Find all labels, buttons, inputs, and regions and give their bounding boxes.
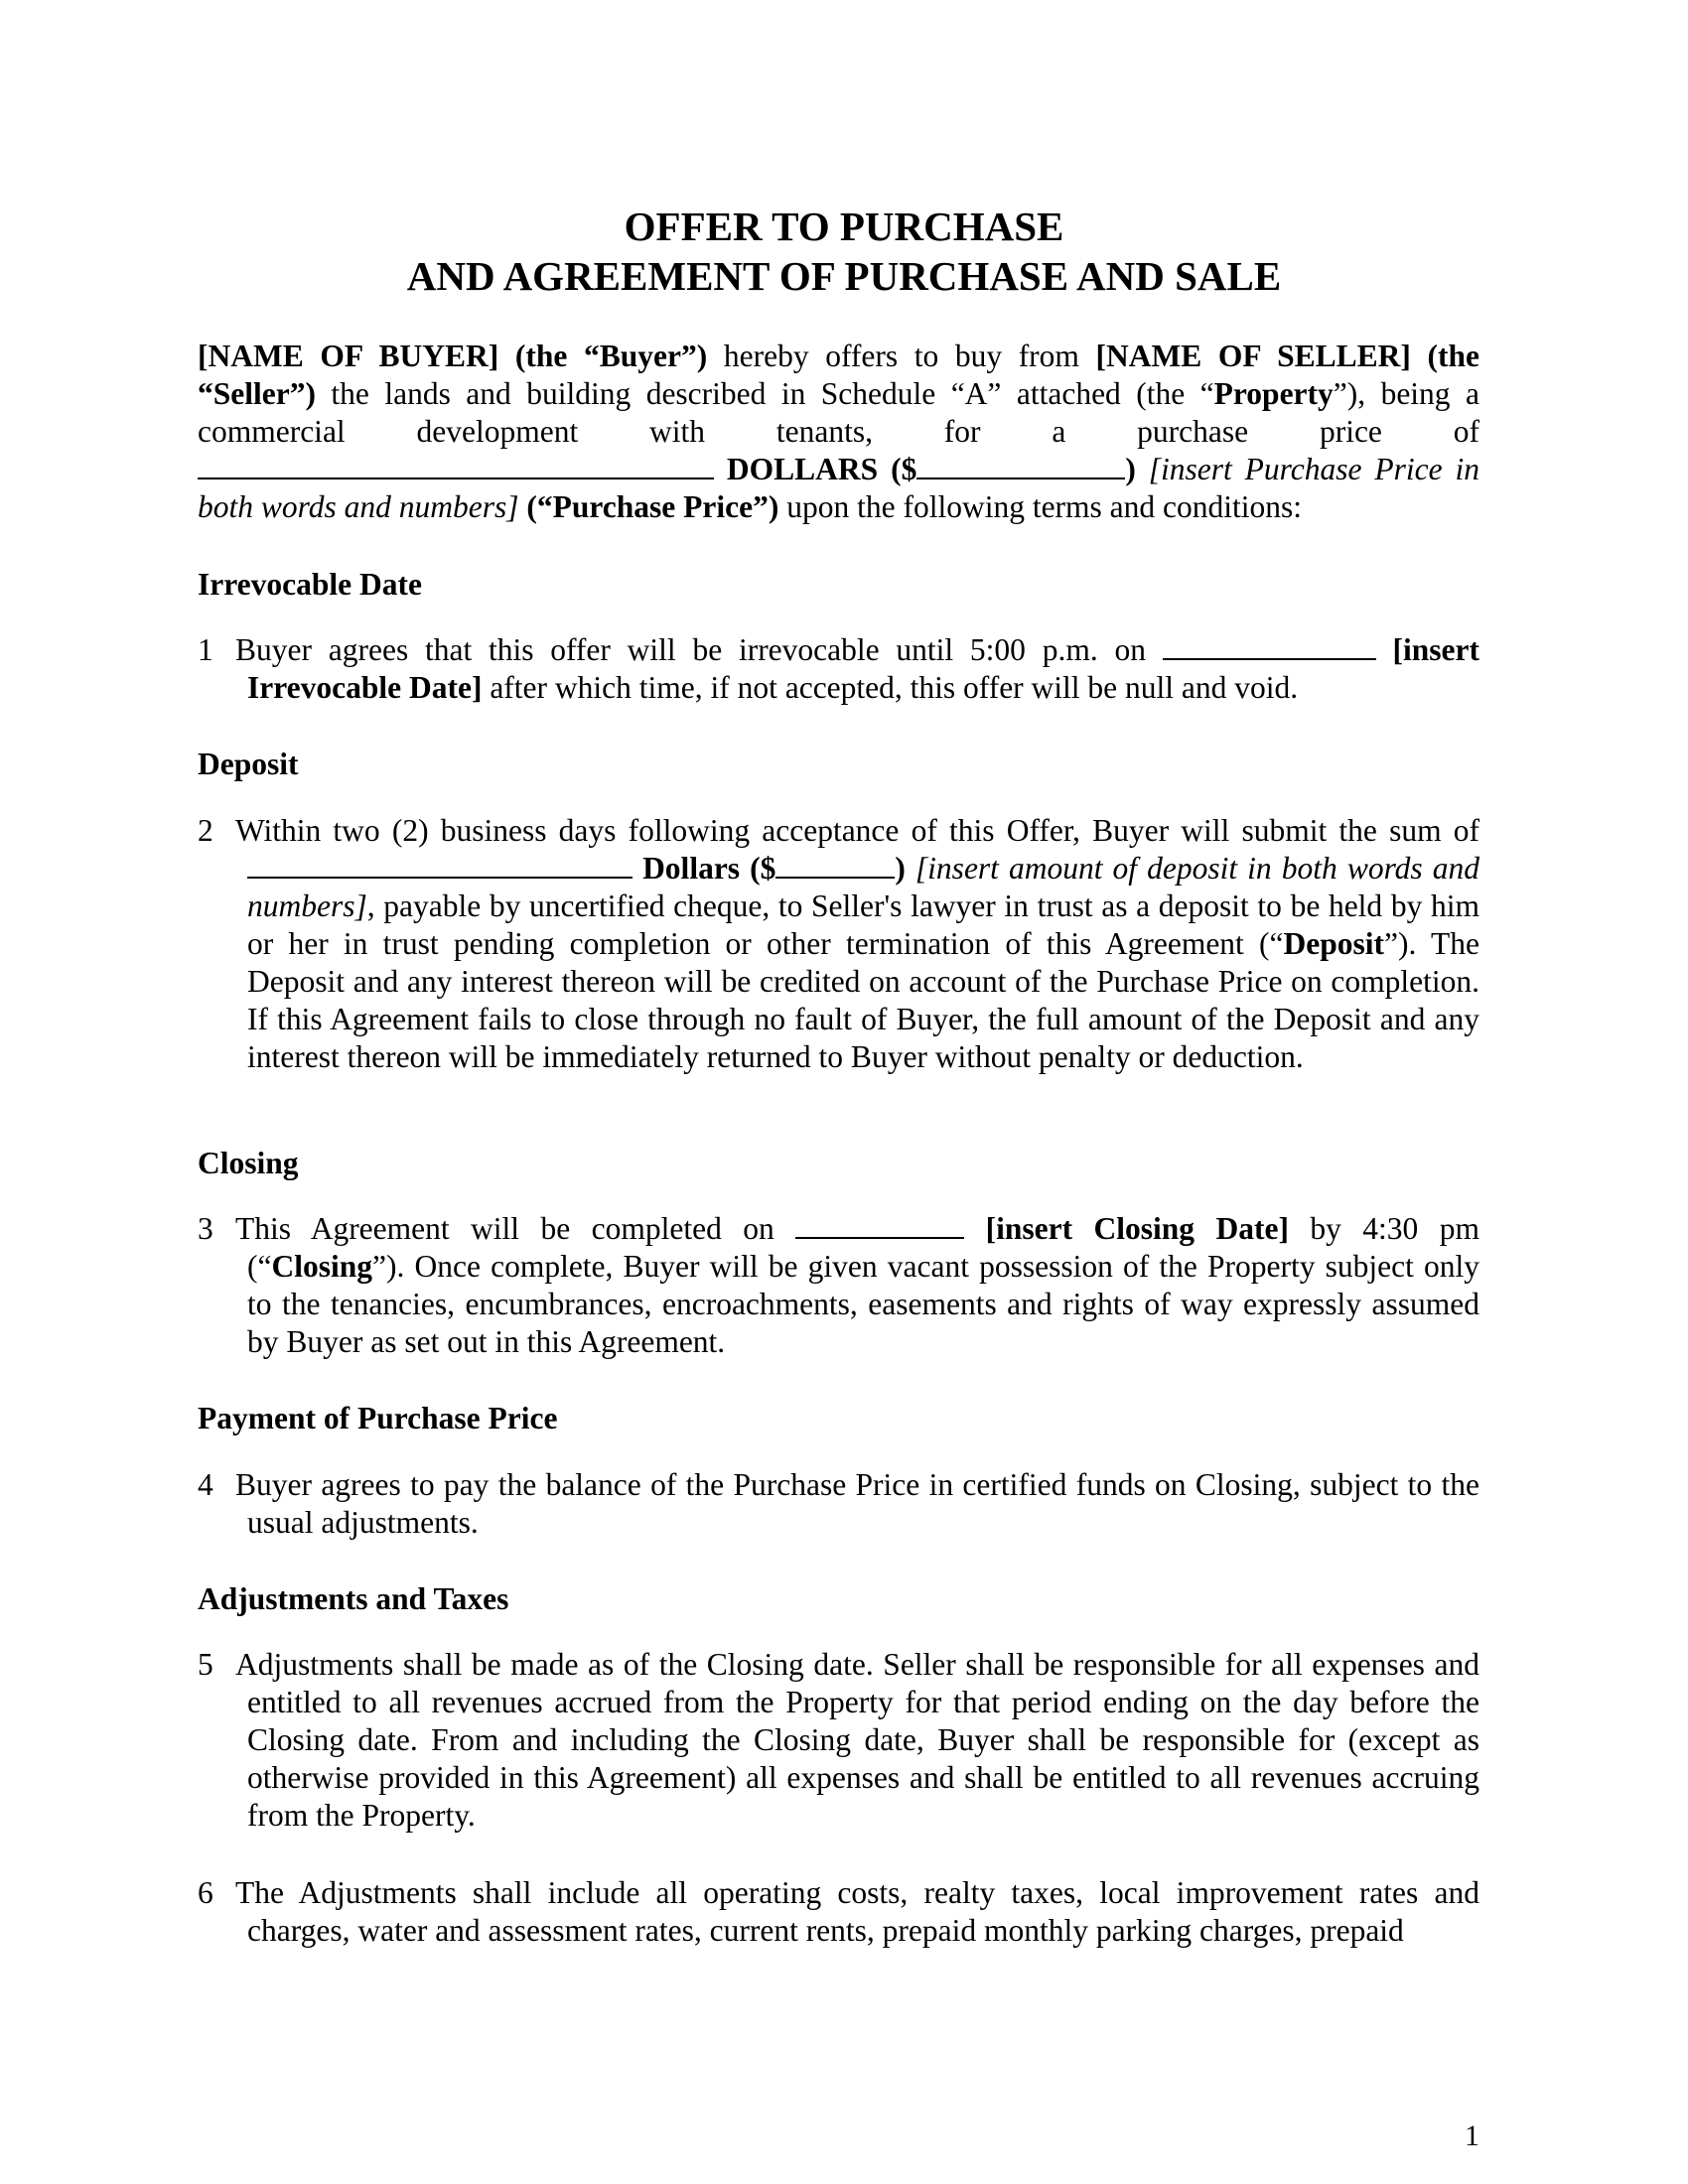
clause-3-text-1: This Agreement will be completed on	[235, 1211, 796, 1246]
clause-3-text-3: ”). Once complete, Buyer will be given vacant possession of the Property subject only to the tenancies, encumbrances, encroachments, easements and rights of way expressly assumed by Buyer as set out in this Agreement.	[247, 1249, 1479, 1359]
clause-number: 4	[198, 1467, 213, 1502]
intro-text-4: upon the following terms and conditions:	[778, 489, 1303, 524]
clause-6	[198, 1874, 1479, 1950]
closing-term: Closing	[271, 1249, 373, 1284]
clause-3	[198, 1210, 1479, 1361]
clause-2-text-3: ”). The Deposit and any interest thereon will be credited on account of the Purchase Price on completion. If this Agreement fails to close through no fault of Buyer, the full amount of the Deposit and any interest thereon will be immediately returned to Buyer without penalty or deduction.	[247, 926, 1479, 1074]
closing-date-instruction: [insert Closing Date]	[964, 1211, 1289, 1246]
heading-closing: Closing	[198, 1146, 299, 1180]
document-title-line-2: AND AGREEMENT OF PURCHASE AND SALE	[406, 253, 1282, 299]
deposit-term: Deposit	[1283, 926, 1385, 961]
clause-5-text: Adjustments shall be made as of the Closing date. Seller shall be responsible for all expenses and entitled to all revenues accrued from the Property for that period ending on the day before the Closing date. From and including the Closing date, Buyer shall be responsible for (except as otherwise provided in this Agreement) all expenses and shall be entitled to all revenues accruing from the Property.	[235, 1647, 1479, 1833]
clause-1-text-2: after which time, if not accepted, this offer will be null and void.	[482, 670, 1299, 705]
purchase-price-instruction: [insert Purchase Price in both words and numbers]	[198, 452, 1479, 524]
clause-number: 3	[198, 1211, 213, 1246]
irrevocable-date-blank[interactable]	[1163, 632, 1376, 660]
deposit-instruction: [insert amount of deposit in both words and numbers]	[247, 851, 1479, 923]
close-paren: )	[1125, 452, 1136, 486]
purchase-price-term: (“Purchase Price”)	[518, 489, 779, 524]
heading-payment-of-purchase-price: Payment of Purchase Price	[198, 1401, 558, 1435]
seller-name-placeholder: [NAME OF SELLER] (the “Seller”)	[198, 339, 1479, 411]
clause-5	[198, 1646, 1479, 1835]
property-term: Property	[1213, 376, 1334, 411]
purchase-price-number-blank[interactable]	[916, 452, 1125, 479]
intro-paragraph	[198, 338, 1479, 526]
clause-6-text: The Adjustments shall include all operating costs, realty taxes, local improvement rates and charges, water and assessment rates, current rents, prepaid monthly parking charges, prepaid	[235, 1875, 1479, 1948]
deposit-close-paren: )	[895, 851, 906, 886]
intro-text-2: the lands and building described in Schedule “A” attached (the “	[315, 376, 1214, 411]
clause-2-text-2: , payable by uncertified cheque, to Seller's lawyer in trust as a deposit to be held by him or her in trust pending completion or other termination of this Agreement (“	[247, 888, 1479, 961]
deposit-words-blank[interactable]	[247, 851, 633, 879]
purchase-price-words-blank[interactable]	[198, 452, 714, 479]
clause-2	[198, 812, 1479, 1076]
clause-number: 5	[198, 1647, 213, 1682]
buyer-name-placeholder: [NAME OF BUYER] (the “Buyer”)	[198, 339, 708, 373]
dollars-label: DOLLARS ($	[726, 452, 917, 486]
intro-text-1: hereby offers to buy from	[707, 339, 1096, 373]
clause-1	[198, 631, 1479, 707]
heading-irrevocable-date: Irrevocable Date	[198, 567, 422, 602]
document-title-line-1: OFFER TO PURCHASE	[624, 204, 1064, 249]
clause-number: 2	[198, 813, 213, 848]
clause-number: 1	[198, 632, 213, 667]
clause-1-text-1: Buyer agrees that this offer will be irrevocable until 5:00 p.m. on	[235, 632, 1163, 667]
clause-4-text: Buyer agrees to pay the balance of the Purchase Price in certified funds on Closing, subject to the usual adjustments.	[235, 1467, 1479, 1540]
deposit-number-blank[interactable]	[775, 851, 895, 879]
clause-2-text-1: Within two (2) business days following acceptance of this Offer, Buyer will submit the sum of	[235, 813, 1479, 848]
clause-number: 6	[198, 1875, 213, 1910]
clause-4	[198, 1466, 1479, 1542]
clause-3-text-2: by 4:30 pm (“	[247, 1211, 1479, 1284]
heading-deposit: Deposit	[198, 747, 299, 781]
deposit-dollars-label: Dollars ($	[633, 851, 776, 886]
page-number: 1	[1465, 2119, 1479, 2152]
intro-text-3: ”), being a commercial development with tenants, for a purchase price of	[198, 376, 1479, 449]
closing-date-blank[interactable]	[795, 1211, 964, 1239]
irrevocable-date-instruction: [insert Irrevocable Date]	[247, 632, 1479, 705]
heading-adjustments-and-taxes: Adjustments and Taxes	[198, 1581, 509, 1616]
